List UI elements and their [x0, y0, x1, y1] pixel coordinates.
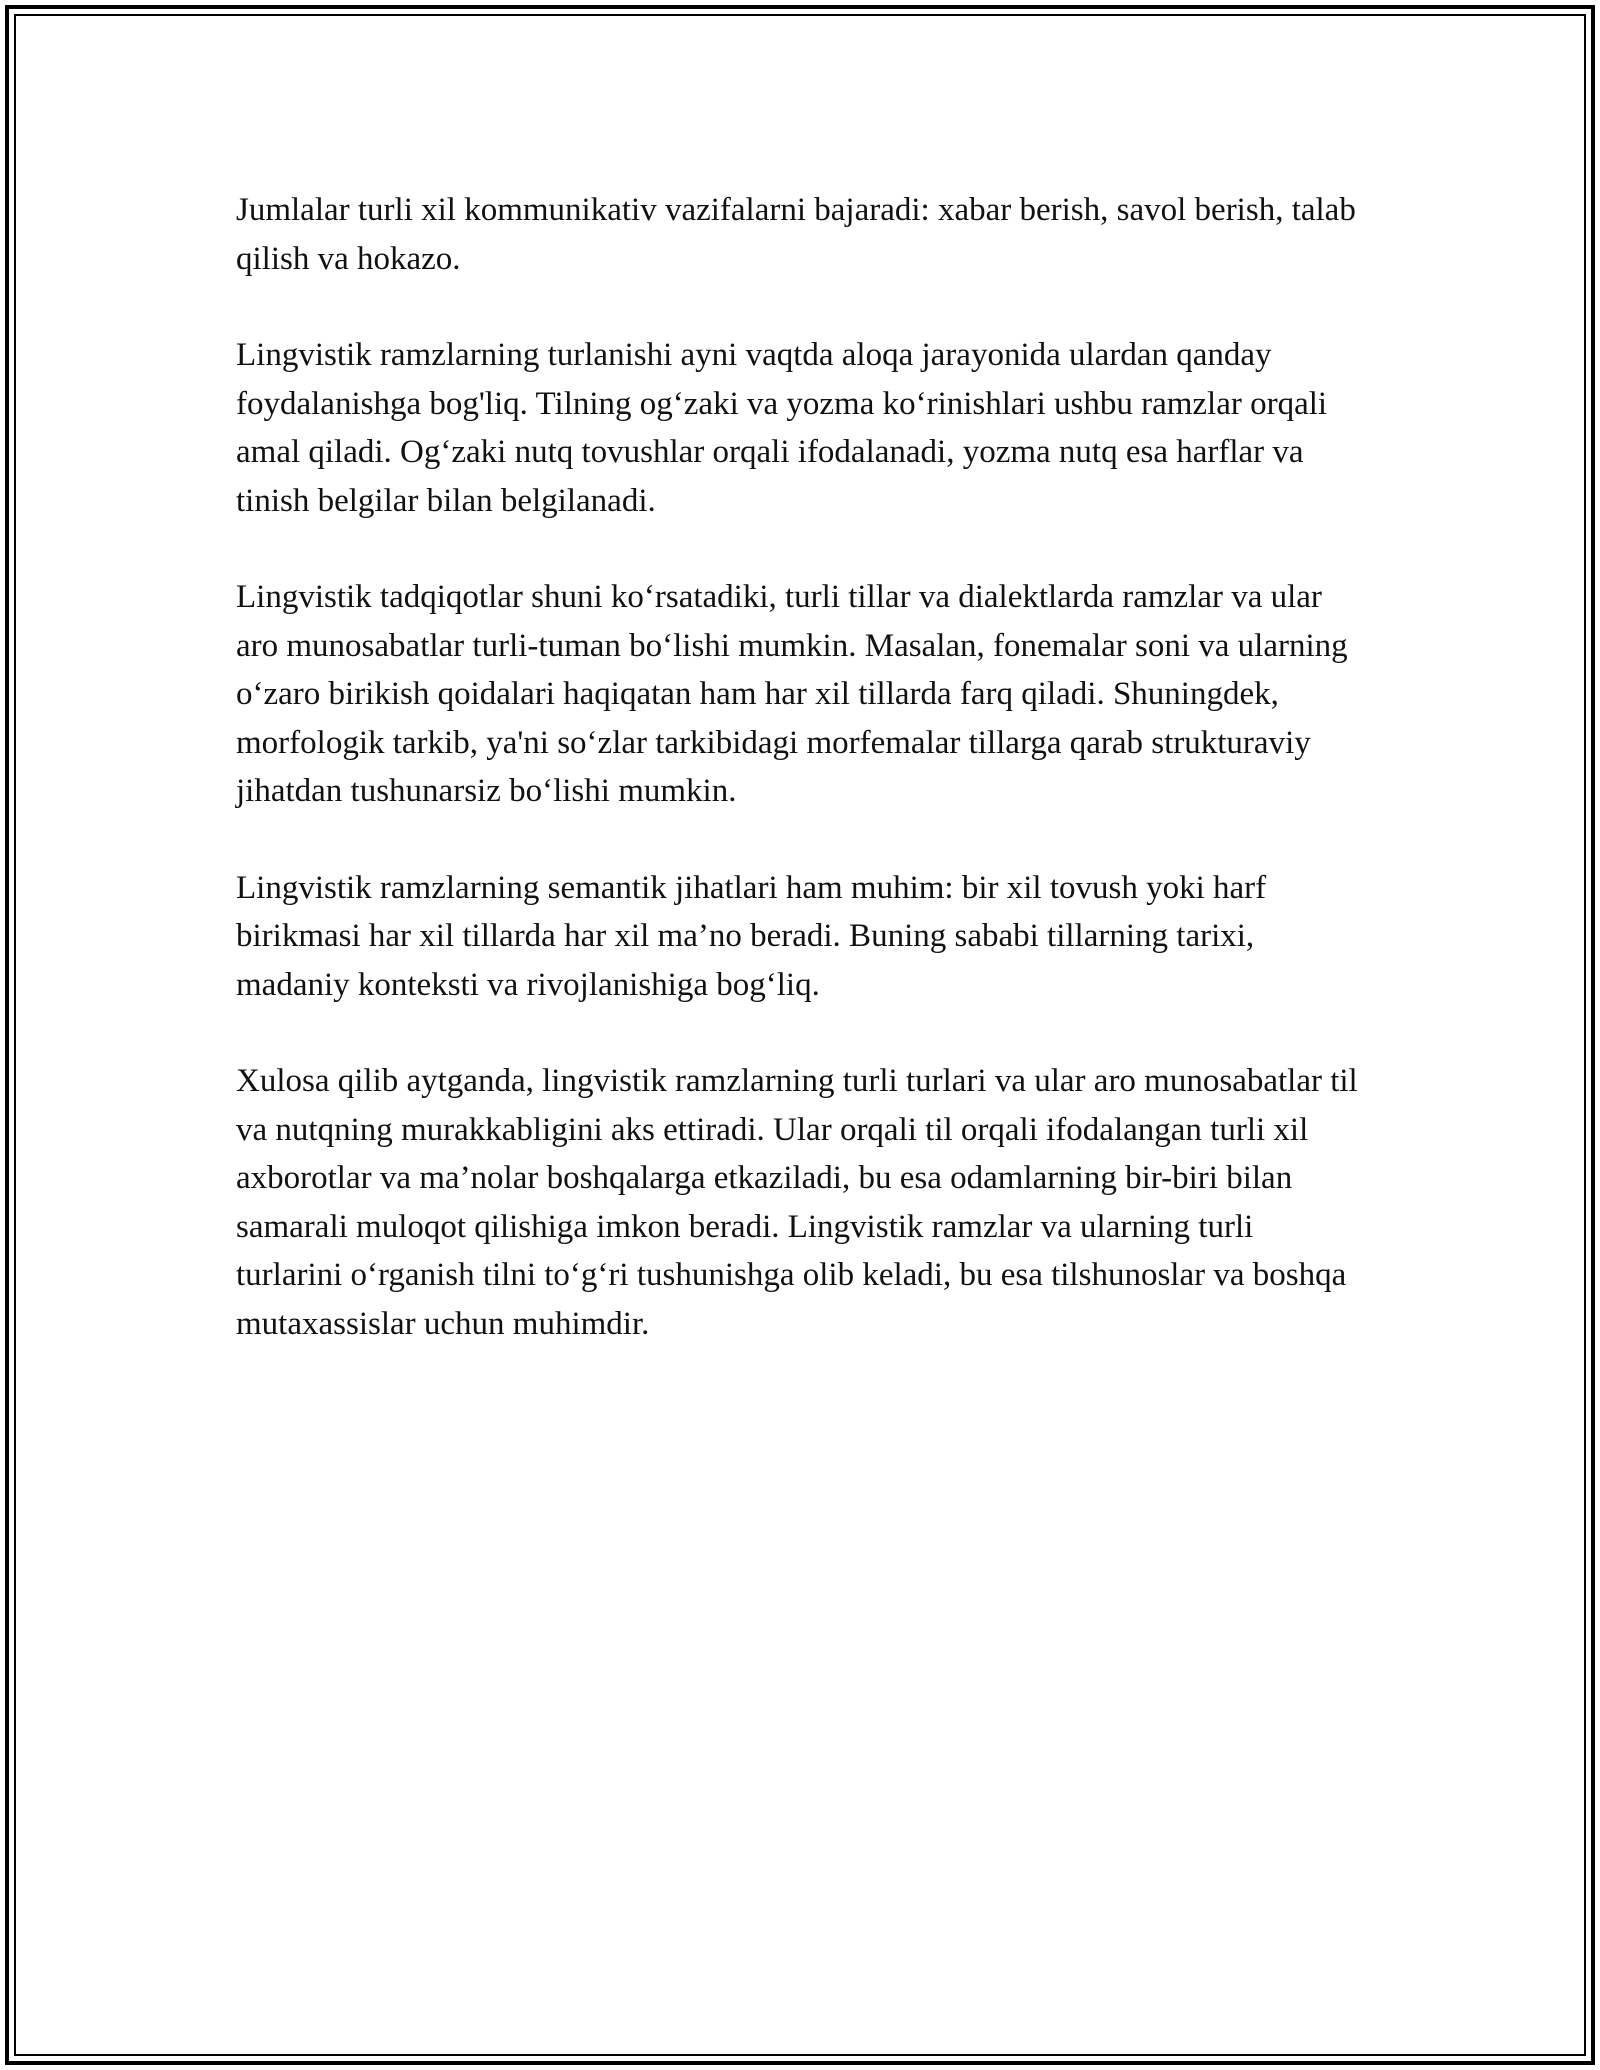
- document-body: [236, 186, 1366, 1396]
- paragraph-5: Xulosa qilib aytganda, lingvistik ramzlarning turli turlari va ular aro munosabatlar til va nutqning murakkabligini aks ettiradi. Ular orqali til orqali ifodalangan turli xil axborotlar va ma’nolar boshqalarga etkaziladi, bu esa odamlarning bir-biri bilan samarali muloqot qilishiga imkon beradi. Lingvistik ramzlar va ularning turli turlarini o‘rganish tilni to‘g‘ri tushunishga olib keladi, bu esa tilshunoslar va boshqa mutaxassislar uchun muhimdir.: [236, 1063, 1358, 1342]
- paragraph-4: Lingvistik ramzlarning semantik jihatlari ham muhim: bir xil tovush yoki harf birikmasi har xil tillarda har xil ma’no beradi. Buning sababi tillarning tarixi, madaniy konteksti va rivojlanishiga bog‘liq.: [236, 869, 1267, 1003]
- paragraph-3: Lingvistik tadqiqotlar shuni ko‘rsatadiki, turli tillar va dialektlarda ramzlar va ular aro munosabatlar turli-tuman bo‘lishi mumkin. Masalan, fonemalar soni va ularning o‘zaro birikish qoidalari haqiqatan ham har xil tillarda farq qiladi. Shuningdek, morfologik tarkib, ya'ni so‘zlar tarkibidagi morfemalar tillarga qarab strukturaviy jihatdan tushunarsiz bo‘lishi mumkin.: [236, 579, 1348, 809]
- paragraph-2: Lingvistik ramzlarning turlanishi ayni vaqtda aloqa jarayonida ulardan qanday foydalanishga bog'liq. Tilning og‘zaki va yozma ko‘rinishlari ushbu ramzlar orqali amal qiladi. Og‘zaki nutq tovushlar orqali ifodalanadi, yozma nutq esa harflar va tinish belgilar bilan belgilanadi.: [236, 337, 1328, 519]
- paragraph-1: Jumlalar turli xil kommunikativ vazifalarni bajaradi: xabar berish, savol berish, talab qilish va hokazo.: [236, 192, 1356, 277]
